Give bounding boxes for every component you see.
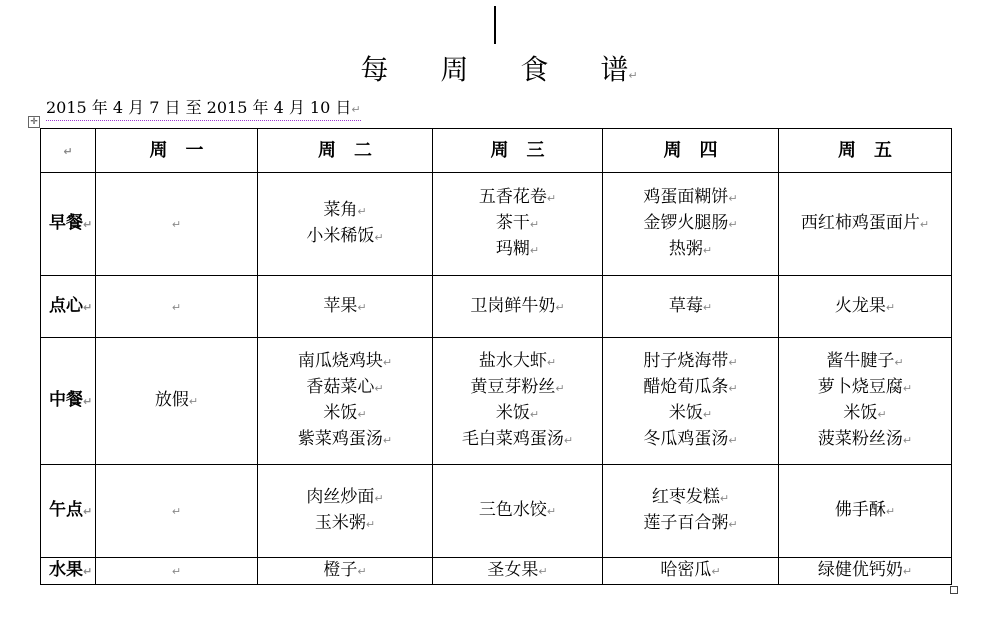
paragraph-mark-icon: ↵	[563, 434, 574, 447]
dish-text: 茶干	[495, 213, 530, 233]
cell-mark-icon: ↵	[171, 300, 182, 314]
date-range-text: 2015 年 4 月 7 日 至 2015 年 4 月 10 日	[46, 98, 352, 117]
paragraph-mark-icon: ↵	[728, 356, 738, 369]
paragraph-mark-icon: ↵	[357, 408, 367, 421]
dish-text: 米饭	[843, 403, 878, 423]
dish-text: 菠菜粉丝汤	[817, 429, 903, 449]
table-row	[41, 173, 952, 276]
day-header	[96, 129, 258, 173]
dish-item	[96, 388, 257, 414]
dish-item	[433, 498, 602, 524]
dish-text: 火龙果	[834, 295, 886, 316]
dish-text: 玉米粥	[314, 513, 366, 533]
day-label: 周 三	[490, 140, 545, 161]
paragraph-mark-icon: ↵	[728, 434, 738, 447]
paragraph-mark-icon: ↵	[885, 300, 896, 314]
dish-item	[603, 185, 778, 211]
paragraph-mark-icon: ↵	[894, 356, 904, 369]
dish-item	[258, 511, 432, 537]
dish-text: 小米稀饭	[306, 226, 375, 246]
dish-item	[258, 401, 432, 427]
day-header	[433, 129, 603, 173]
dish-item	[433, 375, 602, 401]
date-range	[46, 98, 361, 121]
dish-item	[603, 558, 778, 584]
paragraph-mark-icon: ↵	[529, 218, 540, 231]
table-row	[41, 338, 952, 465]
dish-item	[779, 558, 951, 584]
menu-cell	[433, 465, 603, 558]
dish-text: 肘子烧海带	[643, 351, 729, 371]
dish-item	[603, 375, 778, 401]
day-header	[779, 129, 952, 173]
menu-cell	[779, 465, 952, 558]
dish-item	[433, 349, 602, 375]
cell-mark-icon: ↵	[171, 505, 182, 518]
meal-label-text: 水果	[49, 560, 83, 580]
menu-cell	[258, 558, 433, 585]
paragraph-mark-icon: ↵	[382, 434, 393, 447]
paragraph-mark-icon: ↵	[702, 300, 713, 314]
dish-item	[603, 485, 778, 511]
dish-text: 五香花卷	[478, 187, 547, 207]
dish-item	[258, 294, 432, 320]
dish-text: 莲子百合粥	[643, 513, 729, 533]
menu-cell	[779, 173, 952, 276]
dish-text: 佛手酥	[834, 500, 886, 520]
meal-label-text: 早餐	[49, 213, 83, 233]
menu-cell	[258, 276, 433, 338]
dish-item	[258, 224, 432, 250]
dish-text: 醋炝荀瓜条	[643, 377, 729, 397]
dish-text: 肉丝炒面	[306, 487, 375, 507]
paragraph-mark-icon: ↵	[628, 69, 638, 82]
dish-text: 萝卜烧豆腐	[817, 377, 903, 397]
dish-item	[603, 294, 778, 320]
cell-mark-icon: ↵	[63, 145, 73, 158]
paragraph-mark-icon: ↵	[374, 382, 384, 395]
dish-text: 苹果	[323, 295, 358, 316]
dish-item	[433, 294, 602, 320]
paragraph-mark-icon: ↵	[357, 565, 367, 578]
menu-cell	[603, 465, 779, 558]
dish-text: 哈密瓜	[660, 560, 712, 580]
cell-mark-icon: ↵	[171, 218, 182, 231]
meal-label	[41, 276, 96, 338]
dish-item	[603, 427, 778, 453]
menu-cell	[603, 338, 779, 465]
paragraph-mark-icon: ↵	[902, 565, 913, 578]
paragraph-mark-icon: ↵	[555, 300, 565, 314]
meal-label-text: 点心	[49, 295, 83, 316]
day-label: 周 四	[663, 140, 718, 161]
menu-cell	[258, 173, 433, 276]
dish-text: 黄豆芽粉丝	[470, 377, 556, 397]
dish-text: 绿健优钙奶	[817, 560, 903, 580]
title-char: 谱	[600, 53, 629, 86]
menu-cell	[779, 276, 952, 338]
cell-mark-icon: ↵	[83, 300, 93, 314]
paragraph-mark-icon: ↵	[728, 382, 738, 395]
paragraph-mark-icon: ↵	[728, 218, 738, 231]
dish-text: 米饭	[495, 403, 530, 423]
weekly-menu-table	[40, 128, 952, 585]
paragraph-mark-icon: ↵	[546, 505, 557, 518]
menu-cell	[779, 558, 952, 585]
menu-cell	[779, 338, 952, 465]
dish-text: 冬瓜鸡蛋汤	[643, 429, 729, 449]
menu-cell	[258, 465, 433, 558]
title-char: 每	[360, 53, 389, 86]
dish-text: 毛白菜鸡蛋汤	[461, 429, 564, 449]
paragraph-mark-icon: ↵	[357, 205, 367, 218]
dish-text: 三色水饺	[478, 500, 547, 520]
dish-text: 菜角	[323, 200, 358, 220]
dish-item	[258, 375, 432, 401]
paragraph-mark-icon: ↵	[702, 408, 713, 421]
menu-cell	[96, 338, 258, 465]
day-header	[603, 129, 779, 173]
menu-cell	[433, 558, 603, 585]
day-label: 周 五	[838, 140, 892, 161]
table-row	[41, 558, 952, 585]
dish-item	[258, 427, 432, 453]
dish-item	[433, 558, 602, 584]
dish-item	[258, 485, 432, 511]
paragraph-mark-icon: ↵	[919, 218, 930, 231]
title-char: 食	[520, 53, 549, 86]
dish-text: 玛糊	[495, 239, 530, 259]
menu-cell	[603, 276, 779, 338]
menu-cell	[603, 558, 779, 585]
dish-item	[603, 211, 778, 237]
dish-text: 草莓	[668, 295, 703, 316]
meal-label	[41, 558, 96, 585]
table-row	[41, 276, 952, 338]
corner-cell	[41, 129, 96, 173]
dish-item	[433, 401, 602, 427]
dish-item	[433, 185, 602, 211]
paragraph-mark-icon: ↵	[902, 434, 913, 447]
dish-text: 西红柿鸡蛋面片	[800, 213, 920, 233]
cell-mark-icon: ↵	[83, 218, 93, 231]
dish-item	[433, 211, 602, 237]
menu-cell	[96, 173, 258, 276]
day-header	[258, 129, 433, 173]
title-char: 周	[440, 53, 469, 86]
meal-label	[41, 338, 96, 465]
dish-item	[603, 349, 778, 375]
dish-text: 卫岗鲜牛奶	[470, 295, 556, 316]
menu-cell	[433, 276, 603, 338]
dish-text: 橙子	[323, 560, 358, 580]
dish-item	[779, 498, 951, 524]
paragraph-mark-icon: ↵	[885, 505, 896, 518]
dish-item	[433, 427, 602, 453]
dish-item	[603, 237, 778, 263]
dish-text: 米饭	[323, 403, 358, 423]
menu-cell	[603, 173, 779, 276]
meal-label-text: 午点	[49, 500, 83, 520]
paragraph-mark-icon: ↵	[702, 244, 713, 257]
paragraph-mark-icon: ↵	[711, 565, 721, 578]
dish-text: 圣女果	[487, 560, 539, 580]
dish-item	[433, 237, 602, 263]
paragraph-mark-icon: ↵	[728, 192, 738, 205]
menu-cell	[433, 338, 603, 465]
dish-item	[603, 511, 778, 537]
cell-mark-icon: ↵	[171, 565, 182, 578]
dish-item	[258, 198, 432, 224]
paragraph-mark-icon: ↵	[365, 518, 376, 531]
dish-text: 紫菜鸡蛋汤	[297, 429, 383, 449]
dish-text: 酱牛腱子	[826, 351, 895, 371]
meal-label	[41, 465, 96, 558]
table-resize-handle-icon[interactable]	[950, 586, 958, 594]
text-cursor	[494, 6, 496, 44]
dish-item	[779, 375, 951, 401]
dish-item	[779, 427, 951, 453]
dish-text: 米饭	[668, 403, 703, 423]
table-move-handle-icon[interactable]: ✛	[28, 116, 40, 128]
paragraph-mark-icon: ↵	[555, 382, 565, 395]
dish-text: 放假	[154, 390, 189, 410]
dish-text: 盐水大虾	[478, 351, 547, 371]
paragraph-mark-icon: ↵	[529, 408, 540, 421]
paragraph-mark-icon: ↵	[538, 565, 548, 578]
paragraph-mark-icon: ↵	[374, 231, 384, 244]
paragraph-mark-icon: ↵	[188, 395, 199, 408]
paragraph-mark-icon: ↵	[546, 192, 557, 205]
dish-item	[603, 401, 778, 427]
paragraph-mark-icon: ↵	[728, 518, 738, 531]
day-label: 周 一	[149, 140, 204, 161]
paragraph-mark-icon: ↵	[877, 408, 887, 421]
menu-cell	[96, 558, 258, 585]
paragraph-mark-icon: ↵	[374, 492, 384, 505]
dish-text: 香菇菜心	[306, 377, 375, 397]
dish-text: 热粥	[668, 239, 703, 259]
dish-text: 鸡蛋面糊饼	[643, 187, 729, 207]
dish-item	[258, 558, 432, 584]
dish-item	[779, 349, 951, 375]
dish-item	[258, 349, 432, 375]
meal-label-text: 中餐	[49, 390, 83, 410]
paragraph-mark-icon: ↵	[357, 300, 367, 314]
paragraph-mark-icon: ↵	[902, 382, 913, 395]
menu-cell	[96, 465, 258, 558]
paragraph-mark-icon: ↵	[719, 492, 730, 505]
dish-text: 红枣发糕	[651, 487, 720, 507]
dish-text: 金锣火腿肠	[643, 213, 729, 233]
paragraph-mark-icon: ↵	[382, 356, 393, 369]
dish-item	[779, 294, 951, 320]
menu-cell	[433, 173, 603, 276]
day-label: 周 二	[318, 140, 372, 161]
paragraph-mark-icon: ↵	[351, 103, 361, 116]
paragraph-mark-icon: ↵	[546, 356, 557, 369]
page-title	[0, 48, 998, 88]
meal-label	[41, 173, 96, 276]
header-row	[41, 129, 952, 173]
paragraph-mark-icon: ↵	[529, 244, 540, 257]
menu-cell	[96, 276, 258, 338]
table-row	[41, 465, 952, 558]
cell-mark-icon: ↵	[83, 565, 93, 578]
cell-mark-icon: ↵	[83, 395, 93, 408]
menu-cell	[258, 338, 433, 465]
dish-item	[779, 211, 951, 237]
cell-mark-icon: ↵	[83, 505, 93, 518]
dish-item	[779, 401, 951, 427]
dish-text: 南瓜烧鸡块	[297, 351, 383, 371]
